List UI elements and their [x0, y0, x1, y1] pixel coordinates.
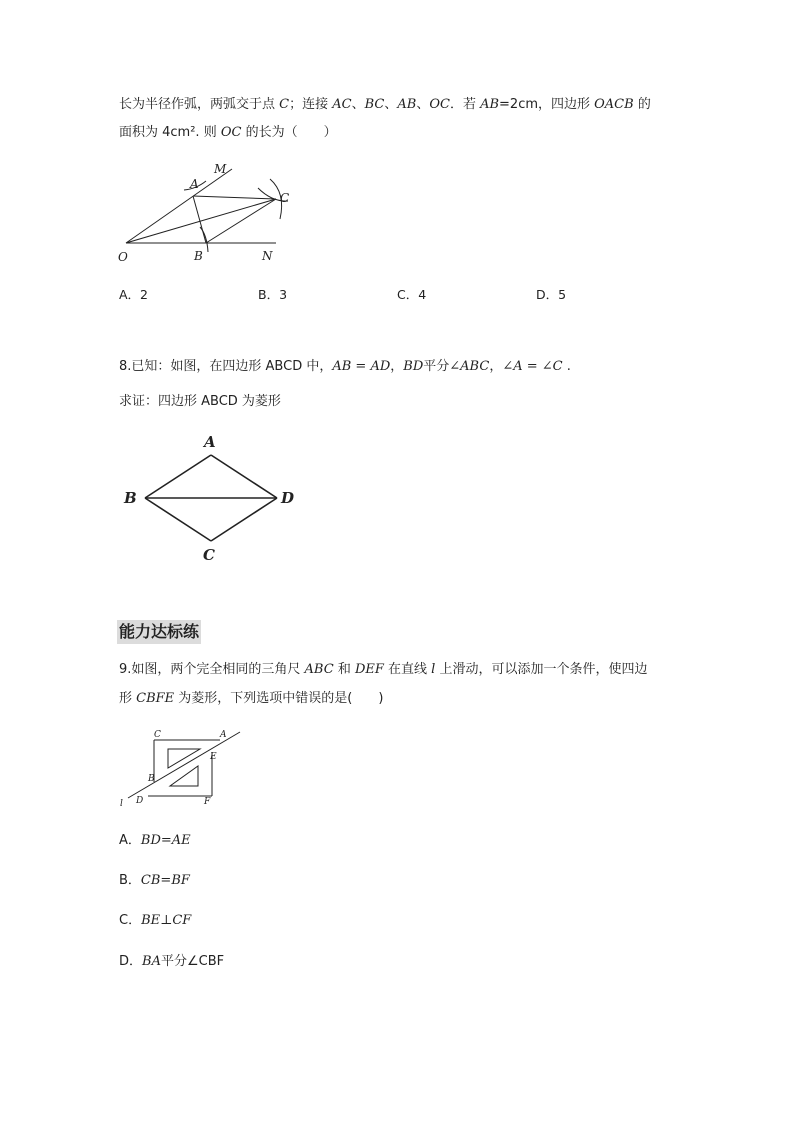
- q7-line2: 面积为 4cm². 则 OC 的长为（ ）: [119, 125, 337, 140]
- q7-option-d[interactable]: D．5: [536, 287, 567, 302]
- q9-figure: [114, 726, 246, 810]
- label-l: l: [120, 799, 123, 809]
- label-F: F: [204, 797, 211, 807]
- q8-figure: [118, 428, 308, 568]
- q7-option-c[interactable]: C．4: [397, 287, 427, 302]
- label-C: C: [203, 546, 215, 564]
- label-D: D: [281, 489, 295, 507]
- label-N: N: [262, 249, 273, 263]
- q9-option-a[interactable]: A．BD=AE: [119, 833, 191, 848]
- q7-line1: 长为半径作弧，两弧交于点 C；连接 AC、BC、AB、OC．若 AB=2cm，四边形 OACB 的: [119, 97, 651, 112]
- q9-option-d[interactable]: D．BA平分∠CBF: [119, 954, 225, 969]
- label-O: O: [118, 250, 128, 264]
- label-A: A: [204, 433, 216, 451]
- q7-figure: [110, 155, 310, 270]
- label-D: D: [136, 796, 144, 806]
- label-C: C: [280, 191, 290, 205]
- q9-line1: 9.如图，两个完全相同的三角尺 ABC 和 DEF 在直线 l 上滑动，可以添加一个条件，使四边: [119, 662, 648, 677]
- label-A: A: [220, 730, 227, 740]
- label-A: A: [190, 177, 199, 191]
- label-B: B: [124, 489, 137, 507]
- label-E: E: [210, 752, 217, 762]
- q9-option-b[interactable]: B．CB=BF: [119, 873, 190, 888]
- label-C: C: [154, 730, 161, 740]
- q7-option-b[interactable]: B．3: [258, 287, 288, 302]
- label-M: M: [214, 162, 227, 176]
- q8-line2: 求证：四边形 ABCD 为菱形: [119, 394, 281, 409]
- q9-option-c[interactable]: C．BE⊥CF: [119, 913, 192, 928]
- q9-line2: 形 CBFE 为菱形，下列选项中错误的是( ): [119, 691, 384, 706]
- label-B: B: [148, 774, 155, 784]
- label-B: B: [194, 249, 203, 263]
- q7-option-a[interactable]: A．2: [119, 287, 149, 302]
- section-title: 能力达标练: [117, 620, 201, 644]
- q8-line1: 8.已知：如图，在四边形 ABCD 中，AB = AD，BD平分∠ABC，∠A = ∠C .: [119, 359, 571, 374]
